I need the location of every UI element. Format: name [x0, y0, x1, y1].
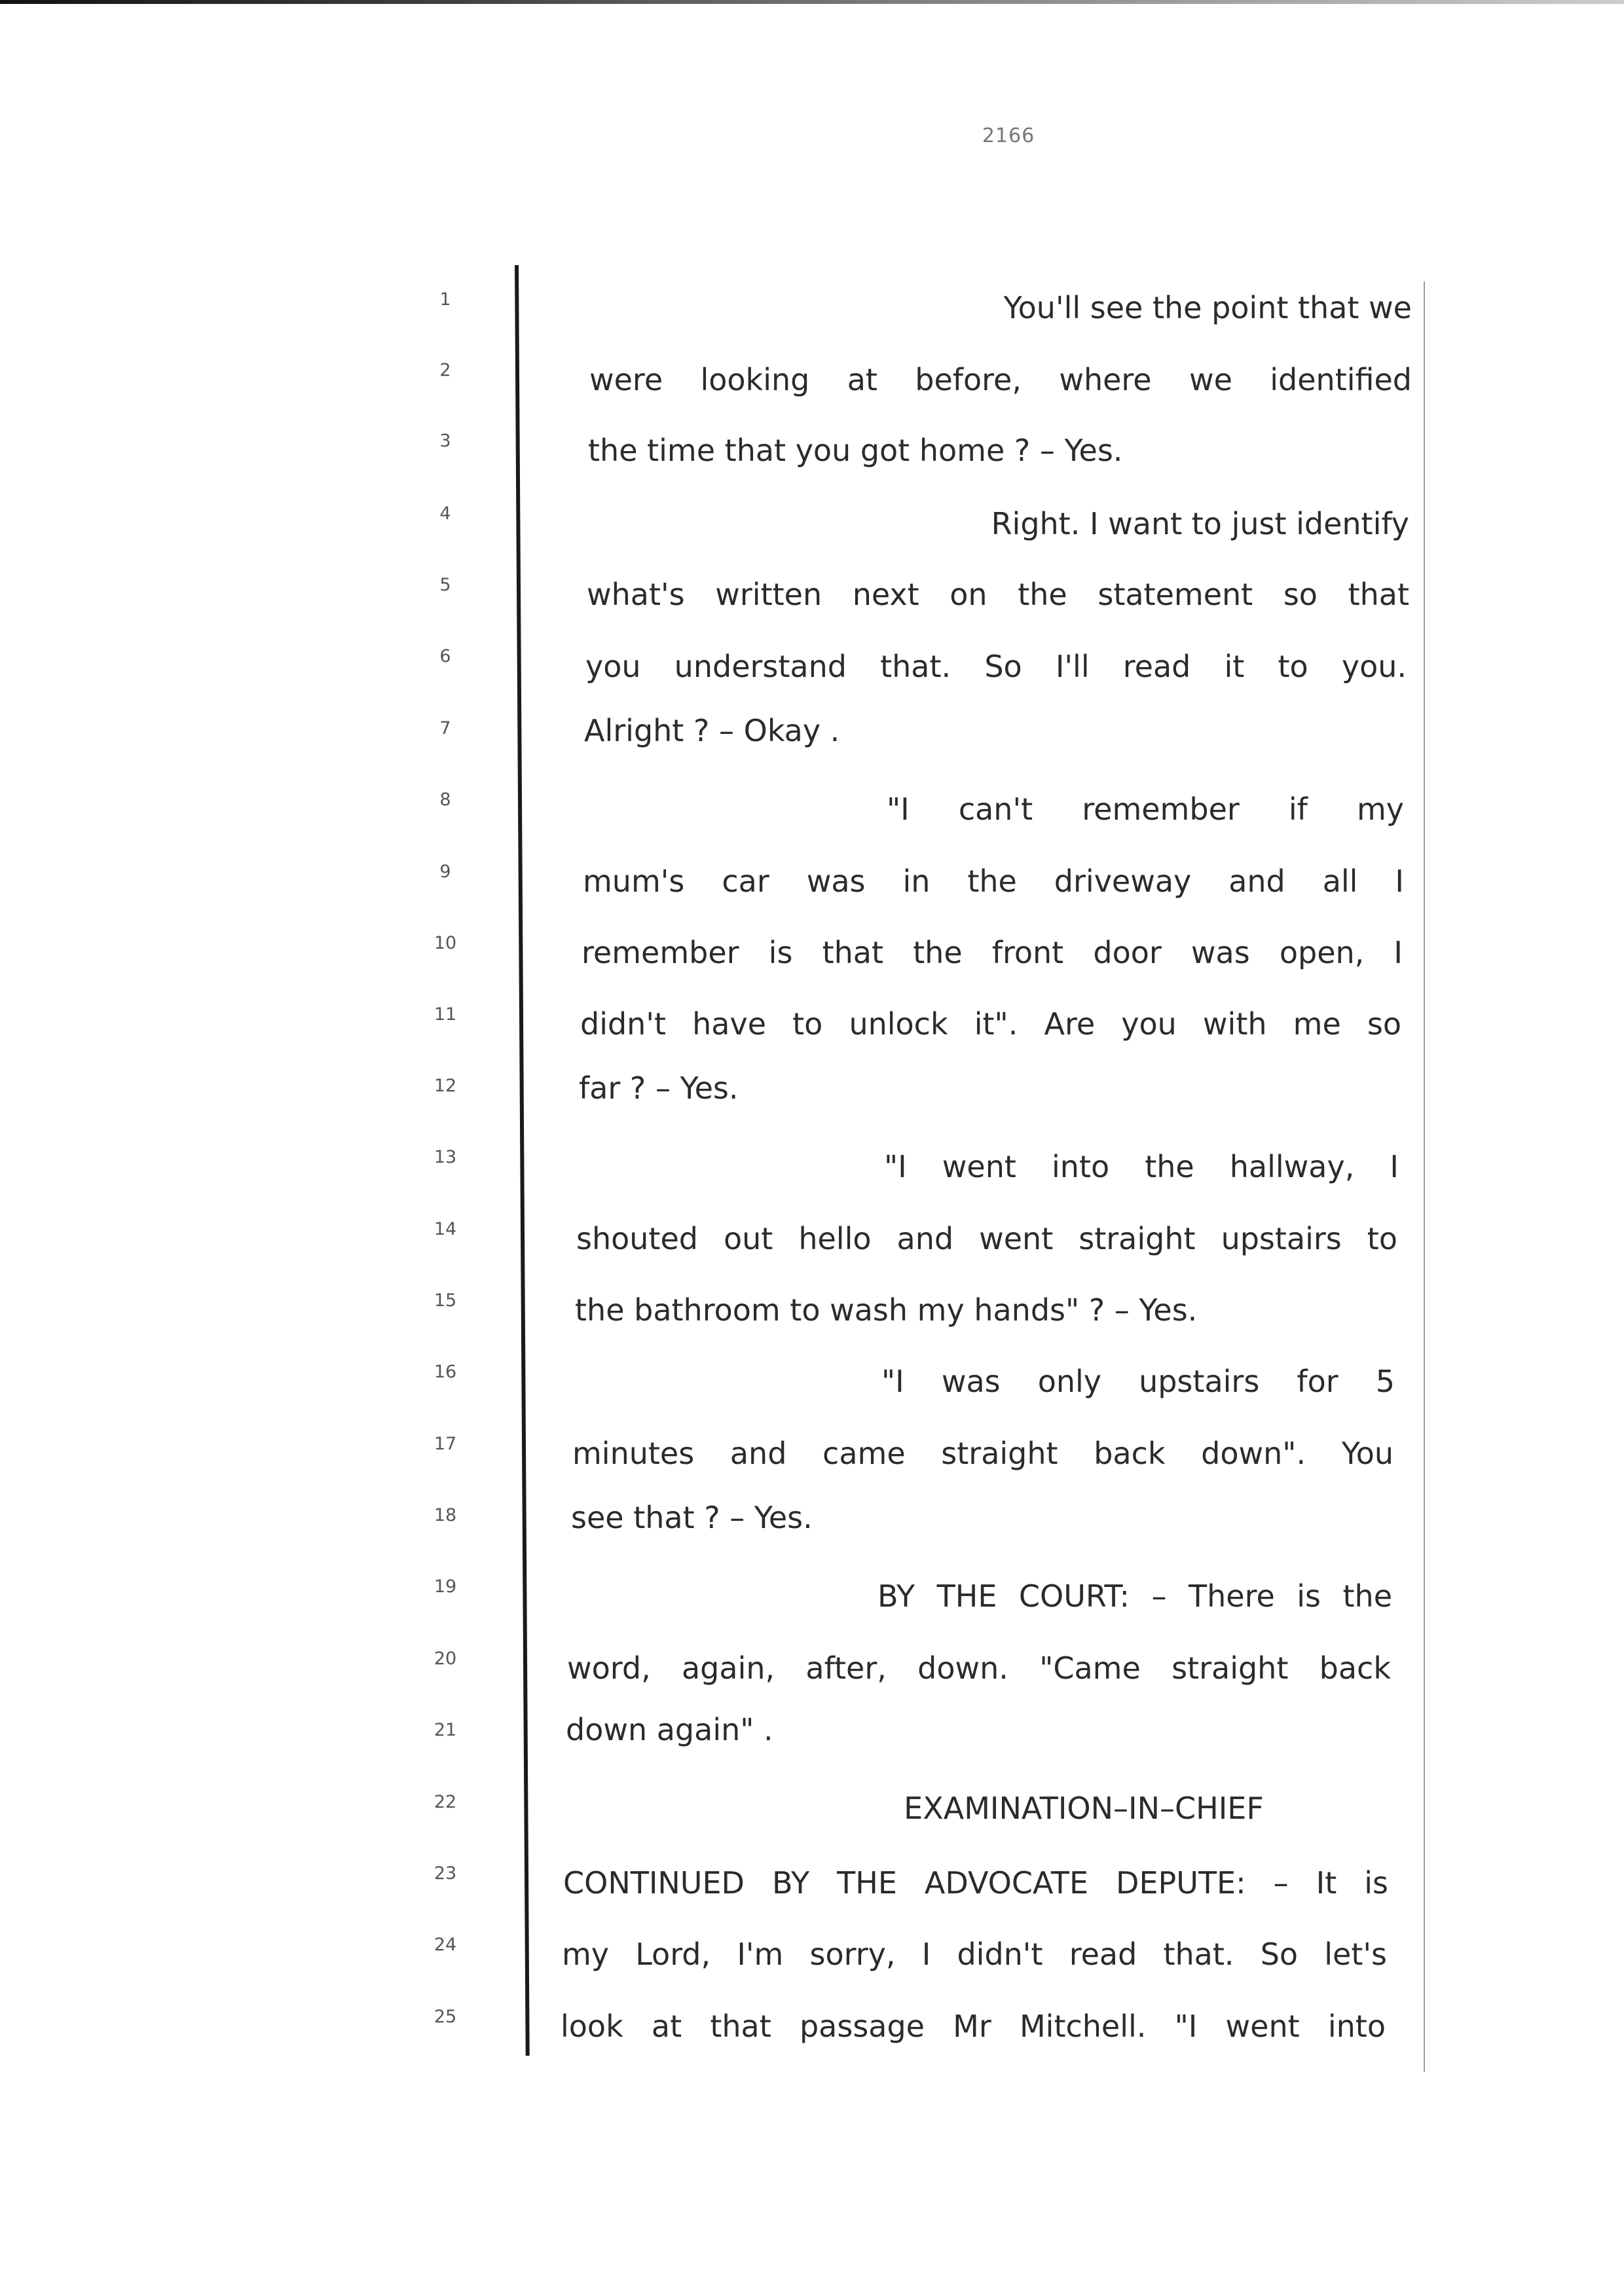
- line-number: 14: [434, 1219, 457, 1239]
- line-number: 3: [439, 431, 451, 451]
- line-number: 19: [434, 1576, 457, 1597]
- line-number: 23: [434, 1863, 457, 1884]
- transcript-line: the time that you got home ? – Yes.: [588, 433, 1123, 468]
- transcript-line: minutes and came straight back down". You: [572, 1436, 1393, 1471]
- line-number: 18: [434, 1505, 457, 1525]
- section-heading: EXAMINATION–IN–CHIEF: [904, 1791, 1264, 1826]
- transcript-line: the bathroom to wash my hands" ? – Yes.: [575, 1292, 1198, 1328]
- transcript-line: remember is that the front door was open, I: [581, 935, 1403, 970]
- line-number: 7: [439, 718, 451, 738]
- transcript-line: my Lord, I'm sorry, I didn't read that. So let's: [562, 1937, 1387, 1972]
- transcript-line: down again" .: [566, 1712, 773, 1747]
- line-number: 6: [439, 646, 451, 666]
- transcript-line: what's written next on the statement so that: [587, 577, 1409, 612]
- transcript-line: far ? – Yes.: [579, 1070, 739, 1106]
- line-number: 4: [439, 503, 451, 524]
- line-number: 13: [434, 1147, 457, 1167]
- line-number: 17: [434, 1434, 457, 1454]
- page-number: 2166: [982, 124, 1035, 147]
- transcript-line: mum's car was in the driveway and all I: [583, 864, 1404, 899]
- transcript-line: You'll see the point that we: [1003, 290, 1412, 325]
- transcript-line: see that ? – Yes.: [571, 1500, 813, 1535]
- line-number: 9: [439, 862, 451, 882]
- line-number: 25: [434, 2007, 457, 2027]
- line-number: 24: [434, 1935, 457, 1955]
- line-number: 21: [434, 1720, 457, 1740]
- line-number: 1: [439, 289, 451, 310]
- line-number: 22: [434, 1792, 457, 1812]
- transcript-line: didn't have to unlock it". Are you with me so: [580, 1006, 1401, 1042]
- line-number: 20: [434, 1649, 457, 1669]
- transcript-line: "I can't remember if my: [887, 792, 1404, 827]
- line-number: 12: [434, 1076, 457, 1096]
- transcript-line: "I went into the hallway, I: [884, 1149, 1399, 1184]
- transcript-line: you understand that. So I'll read it to you.: [585, 649, 1407, 684]
- line-number: 8: [439, 790, 451, 810]
- line-number: 11: [434, 1004, 457, 1025]
- transcript-line: were looking at before, where we identified: [589, 362, 1412, 397]
- transcript-line: Alright ? – Okay .: [584, 713, 840, 748]
- transcript-line: shouted out hello and went straight upstairs to: [576, 1221, 1397, 1256]
- line-number: 16: [434, 1362, 457, 1382]
- transcript-line: word, again, after, down. "Came straight back: [567, 1650, 1391, 1686]
- transcript-line: CONTINUED BY THE ADVOCATE DEPUTE: – It is: [563, 1865, 1388, 1901]
- line-number: 2: [439, 360, 451, 380]
- line-number: 15: [434, 1290, 457, 1311]
- line-number: 5: [439, 575, 451, 595]
- transcript-line: Right. I want to just identify: [991, 506, 1409, 541]
- transcript-line: "I was only upstairs for 5: [881, 1364, 1395, 1399]
- line-number: 10: [434, 933, 457, 953]
- transcript-line: BY THE COURT: – There is the: [877, 1578, 1392, 1614]
- transcript-line: look at that passage Mr Mitchell. "I went into: [561, 2009, 1386, 2044]
